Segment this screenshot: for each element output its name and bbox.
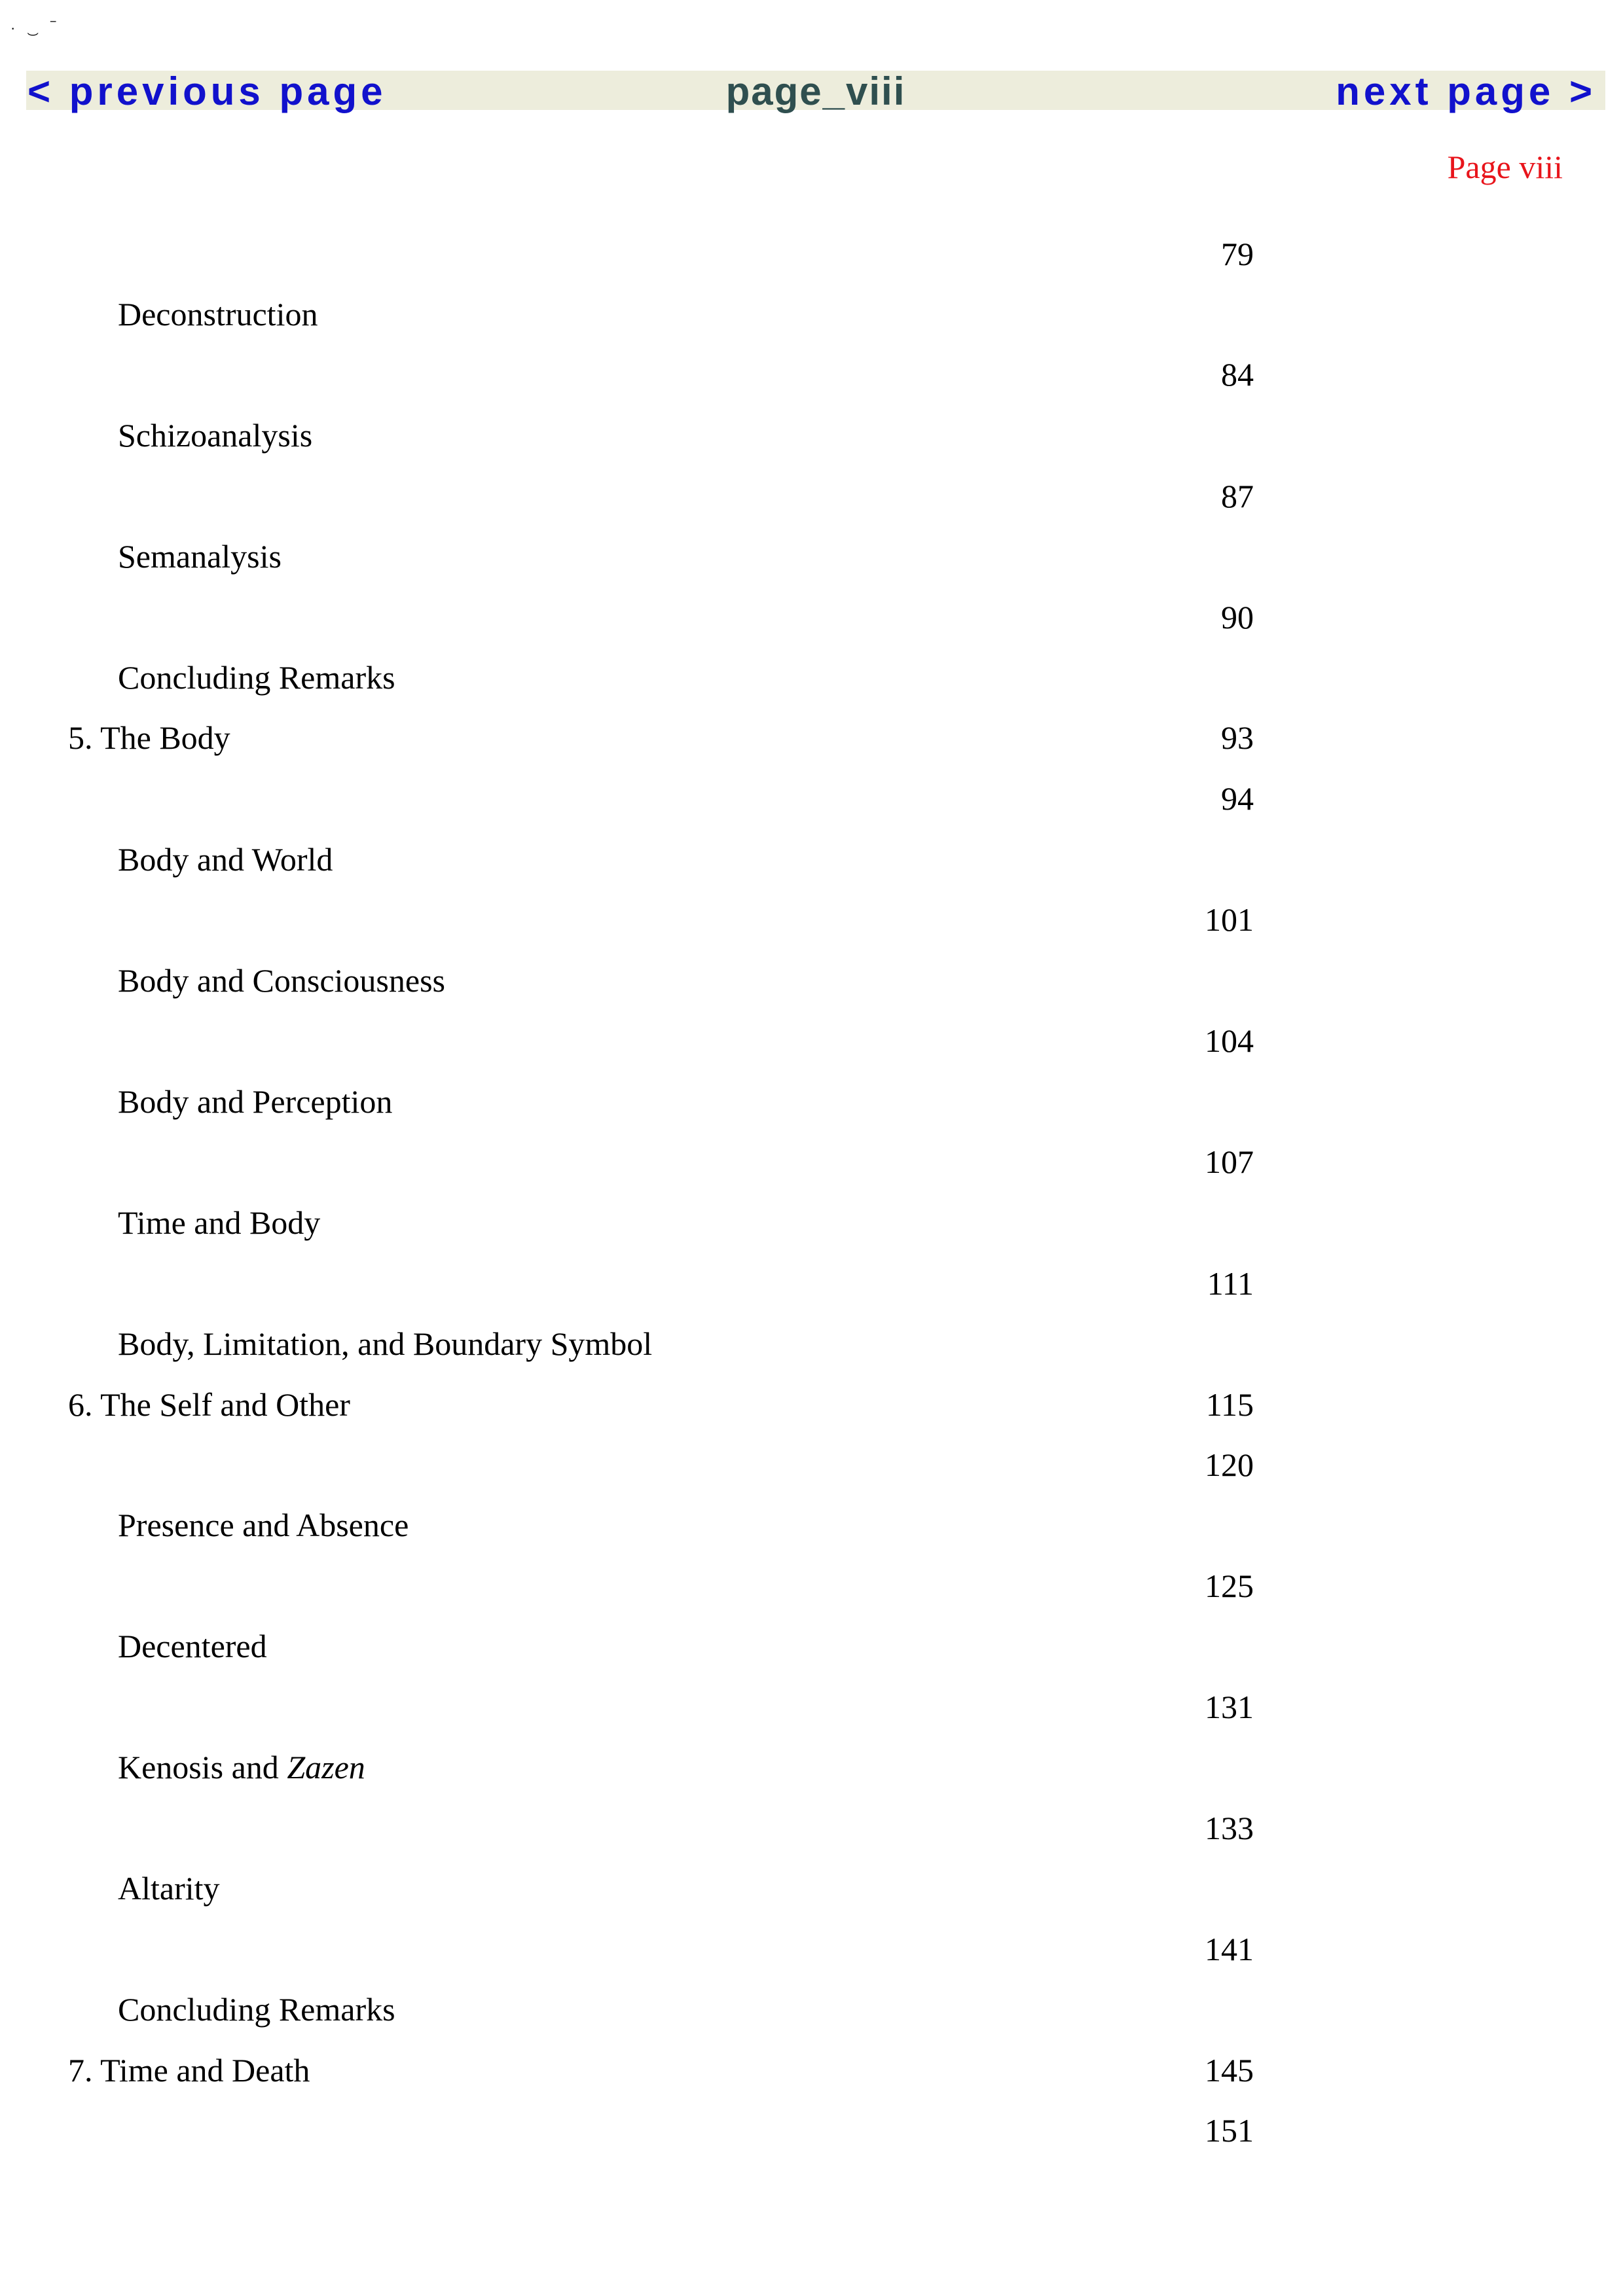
- toc-entry-body-and-world: Body and World: [118, 841, 333, 878]
- toc-entry-body-and-perception: Body and Perception: [118, 1083, 393, 1120]
- toc-page-number: 84: [1221, 356, 1254, 393]
- toc-entry-concluding-remarks: Concluding Remarks: [118, 1991, 395, 2028]
- toc-entry-decentered: Decentered: [118, 1628, 267, 1664]
- toc-page-number: 141: [1205, 1931, 1254, 1967]
- toc-entry-body-limitation: Body, Limitation, and Boundary Symbol: [118, 1325, 653, 1362]
- toc-entry-body-and-consciousness: Body and Consciousness: [118, 962, 445, 999]
- toc-chapter-7: 7. Time and Death: [68, 2052, 310, 2089]
- toc-page-number: 151: [1205, 2112, 1254, 2149]
- toc-entry-presence-and-absence: Presence and Absence: [118, 1507, 409, 1543]
- toc-chapter-5: 5. The Body: [68, 719, 230, 756]
- toc-page-number: 107: [1205, 1143, 1254, 1180]
- toc-entry-time-and-body: Time and Body: [118, 1204, 321, 1241]
- toc-page-number: 87: [1221, 478, 1254, 514]
- next-page-link[interactable]: next page >: [1336, 69, 1596, 113]
- toc-page-number: 125: [1205, 1568, 1254, 1604]
- toc-entry-semanalysis: Semanalysis: [118, 538, 282, 575]
- toc-page-number: 145: [1205, 2052, 1254, 2089]
- toc-page-number: 131: [1205, 1689, 1254, 1725]
- toc-entry-altarity: Altarity: [118, 1870, 220, 1907]
- toc-page-number: 94: [1221, 780, 1254, 817]
- toc-page-number: 104: [1205, 1022, 1254, 1059]
- page-number-label: Page viii: [1447, 149, 1563, 185]
- toc-page-number: 93: [1221, 719, 1254, 756]
- toc-page-number: 79: [1221, 236, 1254, 272]
- page-id-label: page_viii: [725, 69, 906, 113]
- toc-entry-kenosis-and-zazen: [118, 1748, 365, 1787]
- toc-entry-kenosis-italic: Zazen: [287, 1749, 365, 1785]
- toc-page-number: 90: [1221, 599, 1254, 636]
- previous-page-link[interactable]: < previous page: [27, 69, 387, 113]
- corner-mark: · ͜ ‾: [10, 20, 65, 36]
- toc-entry-concluding-remarks: Concluding Remarks: [118, 659, 395, 696]
- toc-page-number: 101: [1205, 901, 1254, 938]
- toc-page-number: 120: [1205, 1446, 1254, 1483]
- toc-entry-schizoanalysis: Schizoanalysis: [118, 417, 313, 454]
- toc-page-number: 115: [1205, 1386, 1254, 1423]
- toc-entry-kenosis-prefix: Kenosis and: [118, 1749, 287, 1785]
- toc-entry-deconstruction: Deconstruction: [118, 296, 318, 332]
- toc-page-number: 133: [1205, 1810, 1254, 1846]
- toc-chapter-6: 6. The Self and Other: [68, 1386, 350, 1423]
- toc-page-number: 111: [1207, 1265, 1254, 1302]
